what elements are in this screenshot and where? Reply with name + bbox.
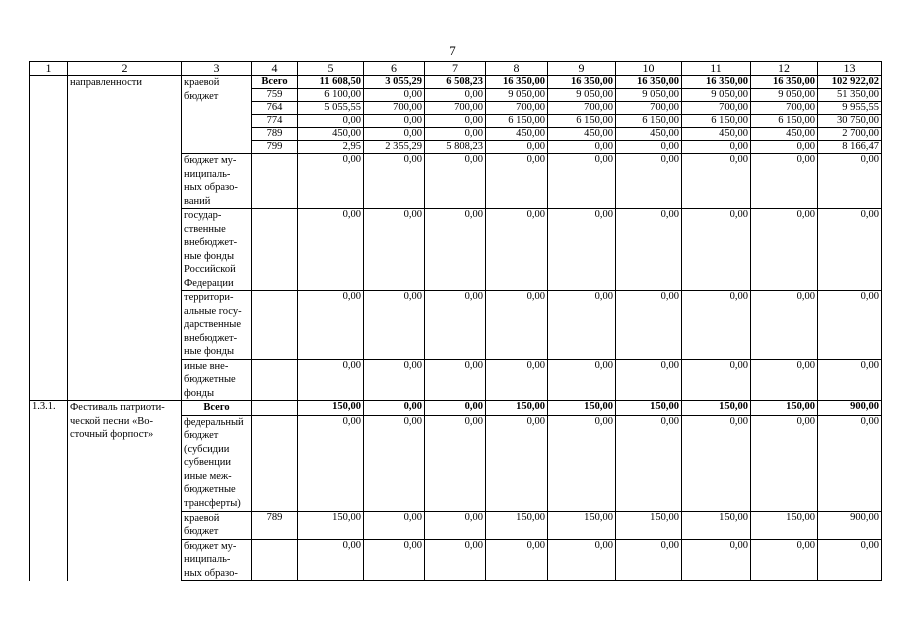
- budget-code-cell: [252, 415, 298, 511]
- amount-cell: 0,00: [364, 89, 425, 102]
- event-name-cell: направленности: [68, 76, 182, 401]
- amount-cell: 0,00: [298, 115, 364, 128]
- amount-cell: 0,00: [298, 539, 364, 581]
- amount-cell: 3 055,29: [364, 76, 425, 89]
- amount-cell: 0,00: [682, 359, 751, 401]
- amount-cell: 0,00: [425, 154, 486, 209]
- header-cell: 2: [68, 62, 182, 76]
- table-row: [30, 401, 882, 416]
- amount-cell: 0,00: [616, 359, 682, 401]
- amount-cell: 0,00: [486, 359, 548, 401]
- amount-cell: 700,00: [486, 102, 548, 115]
- amount-cell: 16 350,00: [682, 76, 751, 89]
- header-cell: 12: [751, 62, 818, 76]
- amount-cell: 0,00: [364, 154, 425, 209]
- header-cell: 13: [818, 62, 882, 76]
- header-row: [30, 62, 882, 76]
- amount-cell: 102 922,02: [818, 76, 882, 89]
- amount-cell: 2,95: [298, 141, 364, 154]
- budget-code-cell: Всего: [252, 76, 298, 89]
- amount-cell: 0,00: [548, 141, 616, 154]
- amount-cell: 16 350,00: [616, 76, 682, 89]
- amount-cell: 700,00: [548, 102, 616, 115]
- amount-cell: 0,00: [548, 291, 616, 360]
- budget-code-cell: 789: [252, 511, 298, 539]
- table-body: [30, 76, 882, 581]
- amount-cell: 6 100,00: [298, 89, 364, 102]
- funding-source-cell: государ- ственные внебюджет- ные фонды Российской Федерации: [182, 209, 252, 291]
- amount-cell: 0,00: [751, 539, 818, 581]
- amount-cell: 6 150,00: [682, 115, 751, 128]
- amount-cell: 0,00: [548, 539, 616, 581]
- budget-code-cell: [252, 209, 298, 291]
- amount-cell: 0,00: [425, 291, 486, 360]
- header-cell: 1: [30, 62, 68, 76]
- amount-cell: 0,00: [298, 209, 364, 291]
- amount-cell: 0,00: [425, 401, 486, 416]
- amount-cell: 0,00: [364, 359, 425, 401]
- header-cell: 11: [682, 62, 751, 76]
- amount-cell: 150,00: [682, 401, 751, 416]
- budget-code-cell: [252, 401, 298, 416]
- amount-cell: 0,00: [548, 154, 616, 209]
- amount-cell: 0,00: [682, 539, 751, 581]
- amount-cell: 0,00: [818, 291, 882, 360]
- table-row: [30, 76, 882, 89]
- amount-cell: 150,00: [682, 511, 751, 539]
- amount-cell: 0,00: [818, 539, 882, 581]
- budget-code-cell: [252, 359, 298, 401]
- amount-cell: 450,00: [298, 128, 364, 141]
- amount-cell: 9 050,00: [616, 89, 682, 102]
- amount-cell: 0,00: [425, 539, 486, 581]
- header-cell: 7: [425, 62, 486, 76]
- amount-cell: 0,00: [364, 291, 425, 360]
- amount-cell: 16 350,00: [486, 76, 548, 89]
- amount-cell: 0,00: [425, 89, 486, 102]
- amount-cell: 0,00: [548, 415, 616, 511]
- budget-code-cell: 764: [252, 102, 298, 115]
- amount-cell: 0,00: [486, 209, 548, 291]
- amount-cell: 0,00: [486, 539, 548, 581]
- header-cell: 10: [616, 62, 682, 76]
- budget-code-cell: [252, 539, 298, 581]
- amount-cell: 9 050,00: [548, 89, 616, 102]
- amount-cell: 6 150,00: [616, 115, 682, 128]
- amount-cell: 0,00: [818, 359, 882, 401]
- amount-cell: 0,00: [486, 154, 548, 209]
- amount-cell: 0,00: [486, 415, 548, 511]
- amount-cell: 450,00: [548, 128, 616, 141]
- amount-cell: 30 750,00: [818, 115, 882, 128]
- amount-cell: 0,00: [425, 415, 486, 511]
- amount-cell: 6 150,00: [751, 115, 818, 128]
- amount-cell: 0,00: [751, 415, 818, 511]
- amount-cell: 0,00: [751, 154, 818, 209]
- row-number-cell: [30, 76, 68, 401]
- amount-cell: 700,00: [682, 102, 751, 115]
- funding-source-cell: федеральный бюджет (субсидии субвенции иные меж- бюджетные трансферты): [182, 415, 252, 511]
- amount-cell: 150,00: [548, 511, 616, 539]
- amount-cell: 0,00: [682, 154, 751, 209]
- amount-cell: 6 150,00: [548, 115, 616, 128]
- page-number: 7: [449, 43, 456, 58]
- amount-cell: 0,00: [616, 141, 682, 154]
- funding-source-cell: иные вне- бюджетные фонды: [182, 359, 252, 401]
- amount-cell: 0,00: [425, 128, 486, 141]
- amount-cell: 9 050,00: [751, 89, 818, 102]
- header-cell: 8: [486, 62, 548, 76]
- amount-cell: 150,00: [616, 511, 682, 539]
- amount-cell: 0,00: [298, 359, 364, 401]
- amount-cell: 0,00: [425, 209, 486, 291]
- amount-cell: 0,00: [751, 359, 818, 401]
- header-cell: 9: [548, 62, 616, 76]
- amount-cell: 0,00: [298, 154, 364, 209]
- amount-cell: 450,00: [751, 128, 818, 141]
- amount-cell: 0,00: [548, 209, 616, 291]
- amount-cell: 0,00: [425, 115, 486, 128]
- amount-cell: 700,00: [616, 102, 682, 115]
- amount-cell: 9 050,00: [486, 89, 548, 102]
- amount-cell: 0,00: [616, 539, 682, 581]
- amount-cell: 5 808,23: [425, 141, 486, 154]
- budget-table: [29, 61, 882, 581]
- amount-cell: 0,00: [364, 209, 425, 291]
- amount-cell: 700,00: [364, 102, 425, 115]
- amount-cell: 0,00: [682, 415, 751, 511]
- funding-source-cell: бюджет му- ниципаль- ных образо-: [182, 539, 252, 581]
- amount-cell: 0,00: [682, 209, 751, 291]
- amount-cell: 0,00: [298, 415, 364, 511]
- amount-cell: 0,00: [364, 401, 425, 416]
- amount-cell: 2 355,29: [364, 141, 425, 154]
- amount-cell: 8 166,47: [818, 141, 882, 154]
- amount-cell: 51 350,00: [818, 89, 882, 102]
- amount-cell: 0,00: [682, 291, 751, 360]
- amount-cell: 0,00: [818, 209, 882, 291]
- event-name-cell: Фестиваль патриоти- ческой песни «Во- сточный форпост»: [68, 401, 182, 581]
- amount-cell: 16 350,00: [548, 76, 616, 89]
- header-cell: 6: [364, 62, 425, 76]
- amount-cell: 0,00: [364, 539, 425, 581]
- amount-cell: 0,00: [751, 209, 818, 291]
- amount-cell: 150,00: [751, 511, 818, 539]
- amount-cell: 0,00: [818, 154, 882, 209]
- amount-cell: 0,00: [364, 128, 425, 141]
- amount-cell: 0,00: [616, 415, 682, 511]
- amount-cell: 16 350,00: [751, 76, 818, 89]
- budget-code-cell: [252, 154, 298, 209]
- funding-source-cell: бюджет му- ниципаль- ных образо- ваний: [182, 154, 252, 209]
- amount-cell: 0,00: [486, 141, 548, 154]
- amount-cell: 0,00: [364, 115, 425, 128]
- amount-cell: 450,00: [682, 128, 751, 141]
- amount-cell: 9 050,00: [682, 89, 751, 102]
- budget-code-cell: 799: [252, 141, 298, 154]
- amount-cell: 11 608,50: [298, 76, 364, 89]
- amount-cell: 900,00: [818, 511, 882, 539]
- header-cell: 3: [182, 62, 252, 76]
- budget-code-cell: 789: [252, 128, 298, 141]
- amount-cell: 150,00: [298, 511, 364, 539]
- amount-cell: 0,00: [751, 141, 818, 154]
- amount-cell: 0,00: [818, 415, 882, 511]
- amount-cell: 150,00: [486, 511, 548, 539]
- amount-cell: 9 955,55: [818, 102, 882, 115]
- amount-cell: 150,00: [486, 401, 548, 416]
- amount-cell: 0,00: [486, 291, 548, 360]
- amount-cell: 0,00: [298, 291, 364, 360]
- amount-cell: 150,00: [548, 401, 616, 416]
- amount-cell: 6 150,00: [486, 115, 548, 128]
- amount-cell: 150,00: [616, 401, 682, 416]
- budget-code-cell: 759: [252, 89, 298, 102]
- amount-cell: 0,00: [751, 291, 818, 360]
- amount-cell: 450,00: [486, 128, 548, 141]
- funding-source-cell: Всего: [182, 401, 252, 416]
- header-cell: 5: [298, 62, 364, 76]
- amount-cell: 0,00: [425, 511, 486, 539]
- budget-code-cell: [252, 291, 298, 360]
- amount-cell: 900,00: [818, 401, 882, 416]
- amount-cell: 150,00: [298, 401, 364, 416]
- header-cell: 4: [252, 62, 298, 76]
- funding-source-cell: краевой бюджет: [182, 511, 252, 539]
- amount-cell: 0,00: [548, 359, 616, 401]
- amount-cell: 0,00: [682, 141, 751, 154]
- row-number-cell: 1.3.1.: [30, 401, 68, 581]
- amount-cell: 0,00: [616, 154, 682, 209]
- amount-cell: 150,00: [751, 401, 818, 416]
- amount-cell: 700,00: [751, 102, 818, 115]
- amount-cell: 0,00: [364, 415, 425, 511]
- amount-cell: 6 508,23: [425, 76, 486, 89]
- amount-cell: 0,00: [364, 511, 425, 539]
- funding-source-cell: территори- альные госу- дарственные внебюджет- ные фонды: [182, 291, 252, 360]
- amount-cell: 0,00: [616, 291, 682, 360]
- amount-cell: 2 700,00: [818, 128, 882, 141]
- funding-source-cell: краевой бюджет: [182, 76, 252, 154]
- amount-cell: 700,00: [425, 102, 486, 115]
- amount-cell: 0,00: [616, 209, 682, 291]
- amount-cell: 5 055,55: [298, 102, 364, 115]
- amount-cell: 0,00: [425, 359, 486, 401]
- amount-cell: 450,00: [616, 128, 682, 141]
- budget-code-cell: 774: [252, 115, 298, 128]
